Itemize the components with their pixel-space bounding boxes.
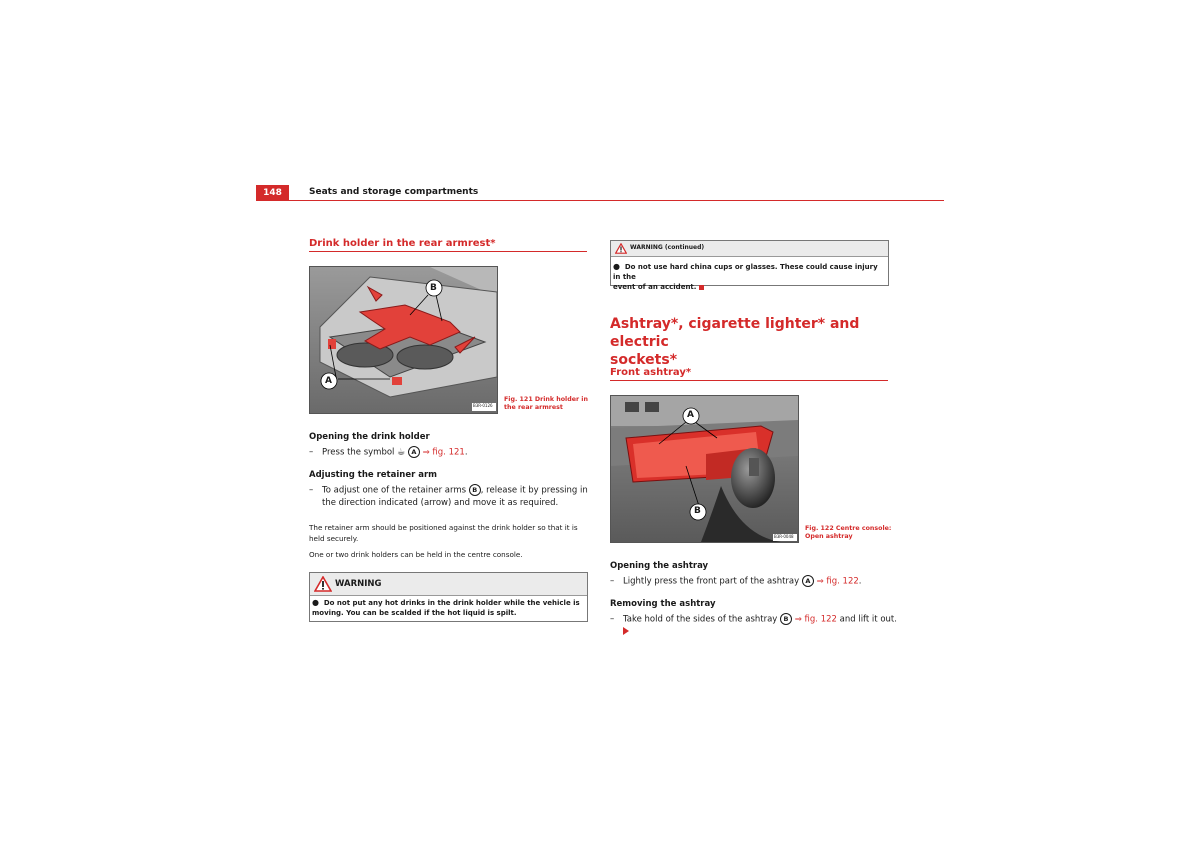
section-title-drink-holder: Drink holder in the rear armrest* (309, 238, 496, 249)
warning-continued-header (611, 241, 888, 257)
warning-text: ● Do not put any hot drinks in the drink holder while the vehicle is moving. You can be scalded if the hot liquid is spilt. (312, 598, 580, 617)
figure-ref-link[interactable]: ⇒ fig. 122 (794, 614, 837, 625)
warning-header (310, 573, 587, 596)
callout-a-circle: A (408, 446, 420, 458)
figure-label-b: B (430, 283, 437, 293)
retainer-paragraph: The retainer arm should be positioned against the drink holder so that it is held securely. (309, 523, 578, 543)
subsection-rule (610, 380, 888, 381)
section-title-ashtray: Ashtray*, cigarette lighter* and electric sockets* (610, 316, 860, 368)
opening-drink-holder-step: – Press the symbol ☕ A ⇒ fig. 121. (309, 447, 468, 458)
continue-arrow-icon (623, 627, 629, 635)
opening-ashtray-step: – Lightly press the front part of the ashtray A ⇒ fig. 122. (610, 576, 862, 587)
removing-ashtray-heading: Removing the ashtray (610, 599, 716, 609)
callout-a-circle: A (802, 575, 814, 587)
removing-ashtray-step: – Take hold of the sides of the ashtray B ⇒ fig. 122 and lift it out. (610, 613, 900, 638)
warning-triangle-icon (314, 576, 332, 592)
warning-title: WARNING (335, 579, 382, 589)
callout-b-circle: B (780, 613, 792, 625)
adjusting-retainer-step: – To adjust one of the retainer arms B , release it by pressing in the direction indicated (arrow) and move it as required. (309, 485, 588, 508)
opening-ashtray-heading: Opening the ashtray (610, 561, 709, 571)
cup-icon: ☕ (397, 447, 406, 458)
figure-122-centre-console (610, 395, 799, 543)
figure-label-b: B (694, 506, 701, 516)
page-number: 148 (256, 185, 289, 201)
subsection-title-front-ashtray: Front ashtray* (610, 367, 692, 378)
warning-continued-title: WARNING (continued) (630, 244, 705, 251)
figure-label-a: A (325, 376, 332, 386)
opening-drink-holder-heading: Opening the drink holder (309, 432, 430, 442)
figure-122-caption: Fig. 122 Centre console: Open ashtray (805, 525, 892, 540)
warning-continued-text: ● Do not use hard china cups or glasses. These could cause injury in the event of an accident. (613, 262, 878, 291)
warning-triangle-icon (615, 243, 627, 254)
figure-ref-link[interactable]: ⇒ fig. 121 (422, 447, 465, 458)
figure-121-drink-holder (309, 266, 498, 414)
adjusting-retainer-heading: Adjusting the retainer arm (309, 470, 438, 480)
warning-box-drink-holder (309, 572, 588, 622)
figure-code: B3R-0126 (473, 403, 493, 408)
section-rule (309, 251, 587, 252)
warning-continued-box (610, 240, 889, 291)
figure-121-caption: Fig. 121 Drink holder in the rear armrest (504, 396, 588, 411)
figure-label-a: A (687, 410, 694, 420)
figure-code: B3R-0048 (774, 534, 794, 539)
callout-b-circle: B (469, 484, 481, 496)
drink-holders-paragraph: One or two drink holders can be held in the centre console. (309, 550, 523, 559)
chapter-title: Seats and storage compartments (309, 187, 479, 197)
header-rule (256, 200, 944, 201)
end-square-icon (699, 285, 704, 290)
figure-ref-link[interactable]: ⇒ fig. 122 (816, 576, 859, 587)
